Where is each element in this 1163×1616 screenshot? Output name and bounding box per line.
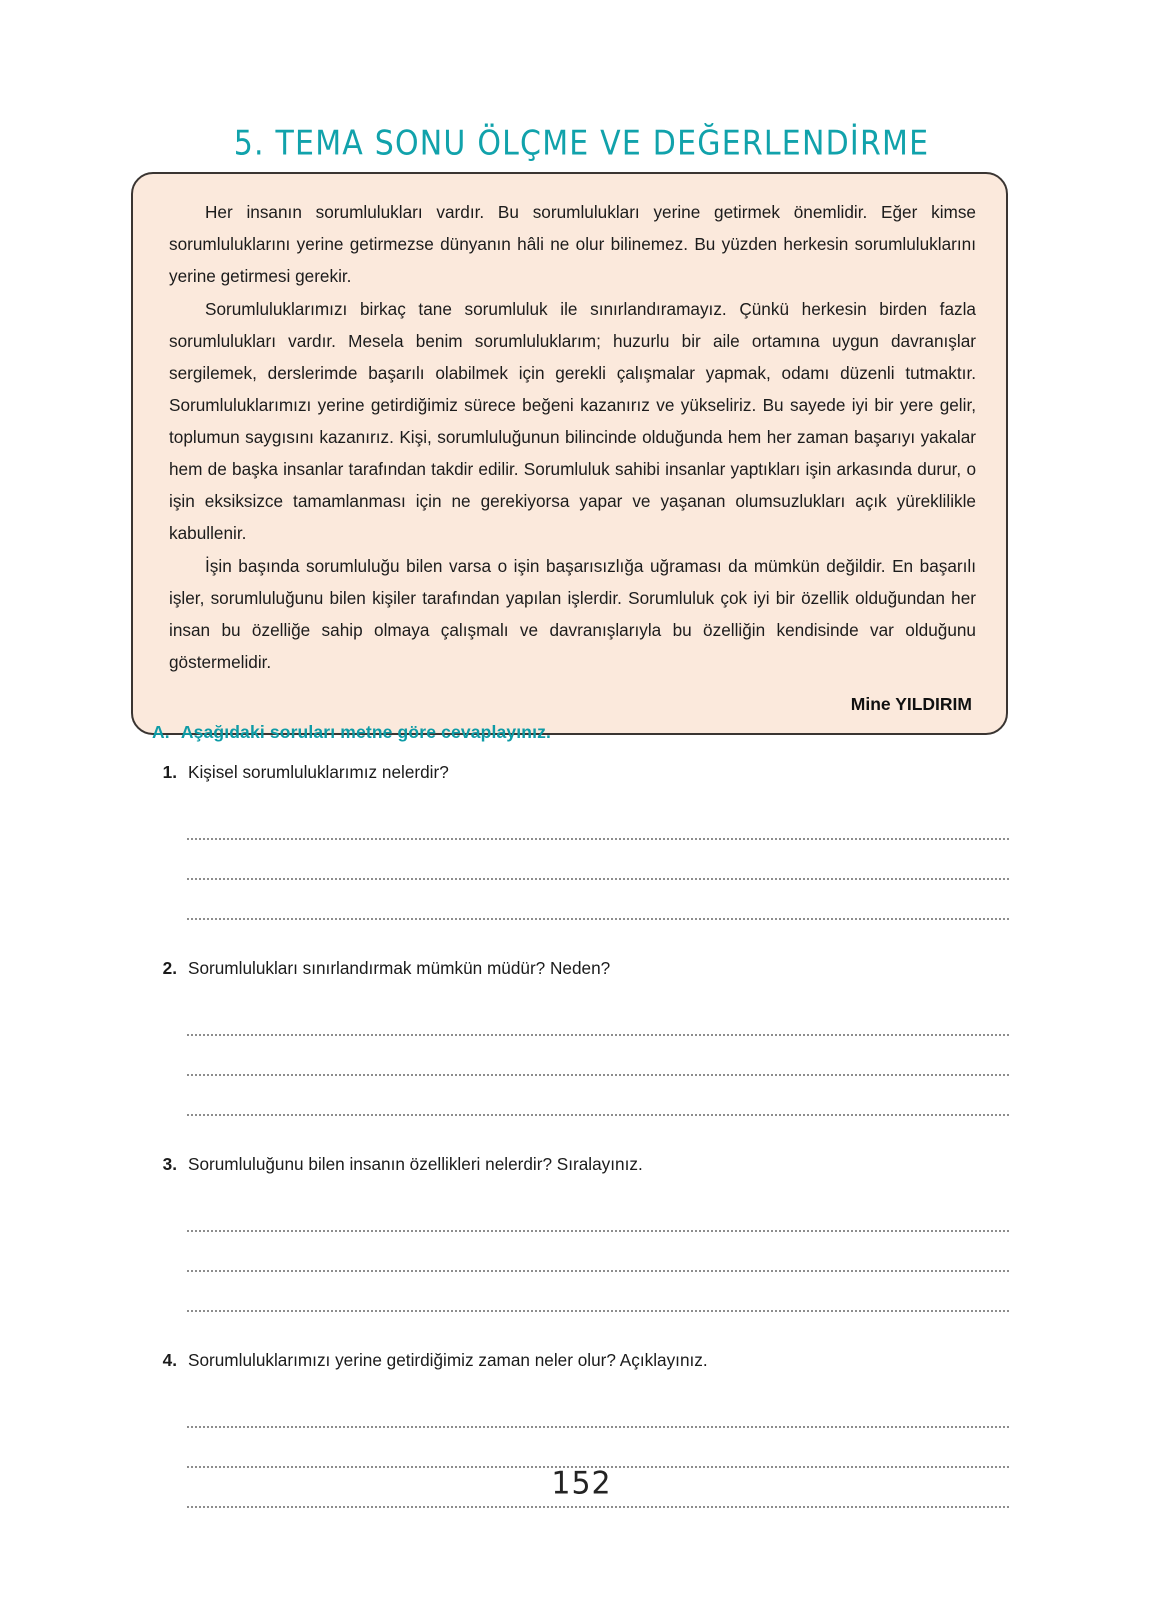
answer-line[interactable]: [187, 1076, 1009, 1116]
answer-lines-1[interactable]: [187, 800, 1010, 920]
answer-line[interactable]: [187, 1272, 1009, 1312]
question-text: Sorumlulukları sınırlandırmak mümkün müdür? Neden?: [188, 958, 611, 978]
answer-line[interactable]: [187, 1232, 1009, 1272]
question-row: [150, 954, 1010, 982]
question-row: [150, 1150, 1010, 1178]
answer-line[interactable]: [187, 1192, 1009, 1232]
passage-paragraph-1: Her insanın sorumlulukları vardır. Bu sorumlulukları yerine getirmek önemlidir. Eğer kimse sorumluluklarını yerine getirmezse dünyanın hâli ne olur bilinemez. Bu yüzden herkesin sorumluluklarını yerine getirmesi gerekir.: [169, 202, 976, 286]
answer-line[interactable]: [187, 880, 1009, 920]
question-text: Sorumluluğunu bilen insanın özellikleri nelerdir? Sıralayınız.: [188, 1154, 643, 1174]
answer-line[interactable]: [187, 800, 1009, 840]
question-text: Kişisel sorumluluklarımız nelerdir?: [188, 762, 449, 782]
answer-lines-3[interactable]: [187, 1192, 1010, 1312]
answer-line[interactable]: [187, 1428, 1009, 1468]
answer-line[interactable]: [187, 1388, 1009, 1428]
page-number: 152: [551, 1465, 612, 1502]
question-block-3: [150, 1150, 1010, 1312]
section-a-heading: [152, 722, 551, 743]
answer-lines-2[interactable]: [187, 996, 1010, 1116]
answer-line[interactable]: [187, 840, 1009, 880]
reading-passage-box: [131, 172, 1008, 735]
question-number: 3.: [162, 1154, 177, 1174]
section-a-instruction: Aşağıdaki soruları metne göre cevaplayınız.: [180, 722, 552, 742]
answer-line[interactable]: [187, 996, 1009, 1036]
passage-paragraph-3: İşin başında sorumluluğu bilen varsa o işin başarısızlığa uğraması da mümkün değildir. En başarılı işler, sorumluluğunu bilen kişiler tarafından yapılan işlerdir. Sorumluluk çok iyi bir özellik olduğundan her insan bu özelliğe sahip olmaya çalışmalı ve davranışlarıyla bu özelliğin kendisinde var olduğunu göstermelidir.: [169, 556, 976, 672]
question-text: Sorumluluklarımızı yerine getirdiğimiz zaman neler olur? Açıklayınız.: [188, 1350, 708, 1370]
question-block-1: [150, 758, 1010, 920]
question-number: 2.: [162, 958, 177, 978]
question-row: [150, 1346, 1010, 1374]
question-block-2: [150, 954, 1010, 1116]
passage-paragraph-2: Sorumluluklarımızı birkaç tane sorumluluk ile sınırlandıramayız. Çünkü herkesin birden fazla sorumlulukları vardır. Mesela benim sorumluluklarım; huzurlu bir aile ortamına uygun davranışlar sergilemek, derslerimde başarılı olabilmek için gerekli çalışmalar yapmak, odamı düzenli tutmaktır. Sorumluluklarımızı yerine getirdiğimiz sürece beğeni kazanırız ve yükseliriz. Bu sayede iyi bir yere gelir, toplumun saygısını kazanırız. Kişi, sorumluluğunun bilincinde olduğunda hem her zaman başarıyı yakalar hem de başka insanlar tarafından takdir edilir. Sorumluluk sahibi insanlar yaptıkları işin arkasında durur, o işin eksiksizce tamamlanması için ne gerekiyorsa yapar ve yaşanan olumsuzlukları açık yüreklilikle kabullenir.: [169, 299, 976, 543]
question-list: [150, 758, 1010, 1542]
answer-line[interactable]: [187, 1036, 1009, 1076]
passage-author: Mine YILDIRIM: [850, 694, 972, 714]
page-title: 5. TEMA SONU ÖLÇME VE DEĞERLENDİRME: [233, 124, 930, 164]
question-number: 4.: [162, 1350, 177, 1370]
question-number: 1.: [162, 762, 177, 782]
section-a-letter: A.: [152, 722, 170, 742]
question-row: [150, 758, 1010, 786]
